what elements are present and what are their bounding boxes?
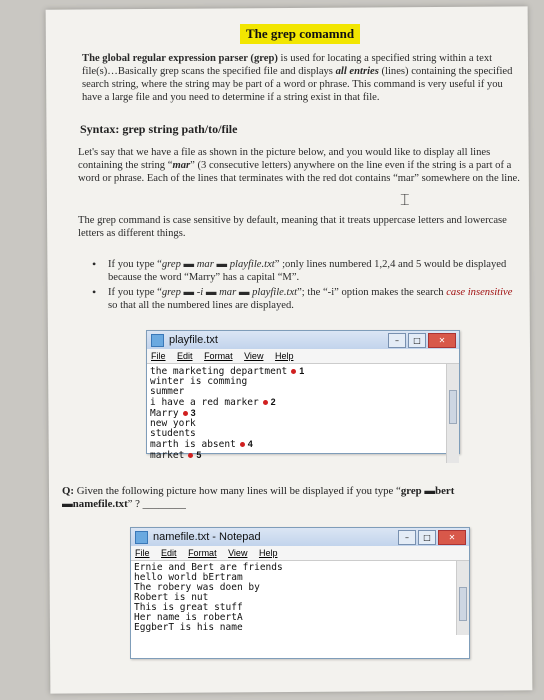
bullet-text: ”; the “-i” option makes the search (297, 287, 447, 298)
answer-blank[interactable]: ” ? ________ (127, 498, 186, 510)
text-line (150, 419, 456, 429)
text-line (150, 439, 456, 450)
line-text: Marry (150, 408, 179, 419)
red-dot-icon (263, 400, 268, 405)
intro-text-a: is used for locating a specified string within a text file(s)…Basically grep scans the specified file and displays (82, 53, 493, 77)
syntax-heading: Syntax: grep string path/to/file (80, 122, 238, 136)
text-line: Her name is robertA (134, 612, 243, 623)
bullet-command: grep ▬ -i ▬ mar ▬ playfile.txt (161, 287, 298, 298)
line-number: 3 (190, 408, 196, 418)
line-text: students (150, 428, 196, 439)
text-line (150, 377, 456, 387)
line-number: 4 (247, 439, 253, 449)
bullet-list (92, 258, 522, 314)
namefile-window (130, 527, 470, 659)
window-titlebar (131, 528, 469, 546)
close-icon[interactable]: ✕ (428, 333, 456, 348)
page-title: The grep comamnd (240, 24, 360, 44)
red-dot-icon (291, 369, 296, 374)
menu-view[interactable]: View (228, 548, 248, 558)
line-text: market (150, 450, 185, 461)
maximize-icon[interactable]: □ (418, 530, 436, 545)
minimize-icon[interactable]: – (398, 530, 416, 545)
question-label: Q: (62, 485, 74, 497)
text-line: Robert is nut (134, 592, 209, 603)
menu-edit[interactable]: Edit (161, 548, 177, 558)
text-line (150, 450, 456, 461)
line-text: the marketing department (150, 366, 288, 377)
case-sensitivity-paragraph: The grep command is case sensitive by default, meaning that it treats uppercase letters and lowercase letters as different things. (78, 215, 507, 239)
menu-bar (147, 349, 459, 364)
window-title: namefile.txt - Notepad (153, 531, 261, 543)
text-line: The robery was doen by (134, 582, 260, 593)
example-paragraph (78, 146, 524, 185)
bullet-icon: • (92, 257, 97, 271)
menu-format[interactable]: Format (188, 548, 217, 558)
text-line (150, 387, 456, 397)
line-text: summer (150, 386, 185, 397)
window-title: playfile.txt (169, 334, 218, 346)
bullet-text: so that all the numbered lines are displayed. (108, 300, 294, 311)
bullet-command: grep ▬ mar ▬ playfile.txt (161, 259, 275, 270)
intro-paragraph (82, 52, 522, 104)
line-number: 2 (270, 397, 276, 407)
intro-text-b: (lines) containing the specified search string, where the string may be part of a word or phrase. This command is very useful if you have a large file and you need to determine if a string exist in that file. (82, 66, 513, 103)
notepad-icon (151, 334, 164, 347)
text-line (150, 429, 456, 439)
text-area[interactable] (131, 561, 469, 635)
question (62, 485, 482, 511)
red-dot-icon (188, 453, 193, 458)
bullet-emphasis: case (446, 287, 466, 298)
menu-format[interactable]: Format (204, 351, 233, 361)
window-titlebar (147, 331, 459, 349)
bullet-item (92, 286, 522, 312)
menu-bar (131, 546, 469, 561)
text-line: EggberT is his name (134, 622, 243, 633)
bullet-text: If you type “ (108, 287, 162, 298)
question-text: Given the following picture how many lines will be displayed if you type “ (74, 485, 401, 497)
text-cursor-icon: ⌶ (400, 192, 410, 209)
menu-help[interactable]: Help (274, 351, 294, 361)
menu-edit[interactable]: Edit (177, 351, 193, 361)
red-dot-icon (240, 442, 245, 447)
bullet-icon: • (92, 285, 97, 299)
menu-help[interactable]: Help (258, 548, 278, 558)
menu-file[interactable]: File (151, 351, 166, 361)
red-dot-icon (183, 411, 188, 416)
line-number: 5 (196, 450, 202, 460)
bullet-item (92, 258, 522, 284)
example-emphasis: mar (172, 160, 191, 171)
line-text: i have a red marker (150, 397, 259, 408)
text-area[interactable] (147, 364, 459, 463)
line-number: 1 (299, 366, 305, 376)
intro-lead: The global regular expression parser (grep) (82, 53, 278, 64)
text-line: Ernie and Bert are friends (134, 562, 283, 573)
minimize-icon[interactable]: – (388, 333, 406, 348)
text-line: This is great stuff (134, 602, 243, 613)
menu-file[interactable]: File (135, 548, 150, 558)
bullet-emphasis: insensitive (467, 287, 513, 298)
window-controls (398, 530, 466, 545)
notepad-icon (135, 531, 148, 544)
menu-view[interactable]: View (244, 351, 264, 361)
window-controls (388, 333, 456, 348)
line-text: winter is comming (150, 376, 248, 387)
close-icon[interactable]: ✕ (438, 530, 466, 545)
line-text: marth is absent (150, 439, 236, 450)
line-text: new york (150, 418, 196, 429)
maximize-icon[interactable]: □ (408, 333, 426, 348)
example-text-b: ” (3 consecutive letters) anywhere on the line even if the string is a part of a word or phrase. Each of the lines that terminates with the red dot contains “mar” somewhere on the line. (78, 160, 520, 184)
bullet-text: If you type “ (108, 259, 162, 270)
text-line: hello world bErtram (134, 572, 243, 583)
playfile-window (146, 330, 460, 461)
text-line (150, 397, 456, 408)
bullet-text: ” ;only lines numbered 1,2,4 and 5 would be displayed because the word “Marry” has a capital “M”. (108, 259, 507, 283)
intro-emphasis: all entries (335, 66, 379, 77)
question-command: grep ▬bert ▬namefile.txt (62, 485, 455, 510)
example-text-a: Let's say that we have a file as shown in the picture below, and you would like to display all lines containing the string “ (78, 147, 491, 171)
